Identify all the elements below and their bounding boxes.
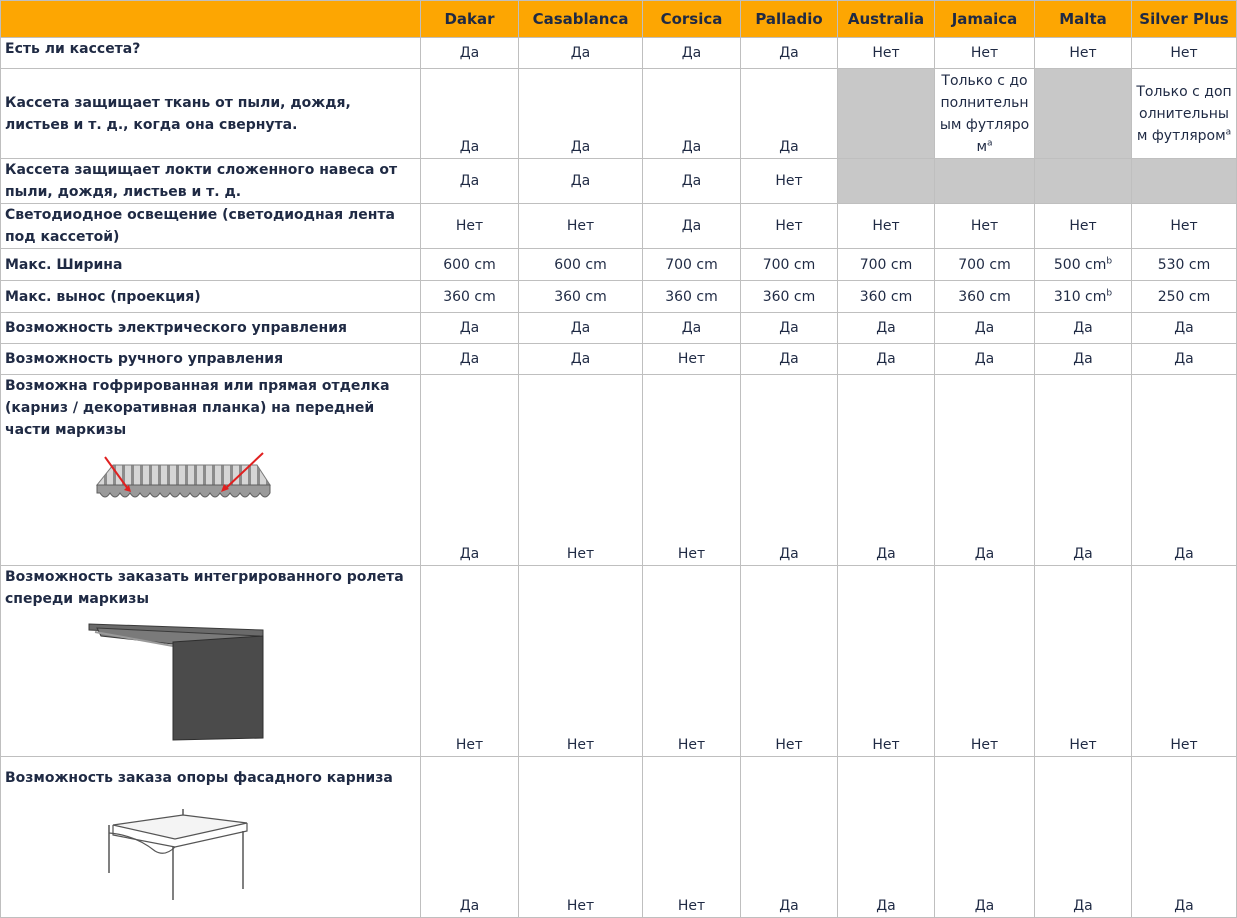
value-cell: Да [519, 159, 643, 204]
feature-label: Есть ли кассета? [1, 38, 421, 69]
value-cell: Да [741, 757, 838, 918]
value-cell: Да [643, 313, 741, 344]
table-row [1, 375, 1237, 566]
footnote-marker: b [1106, 287, 1113, 298]
value-cell: Да [838, 375, 935, 566]
value-cell: Нет [935, 204, 1035, 249]
value-cell: Нет [1132, 38, 1237, 69]
value-cell: Да [935, 344, 1035, 375]
value-cell: Да [1035, 344, 1132, 375]
value-cell: 360 cm [643, 281, 741, 313]
value-cell: Да [1132, 757, 1237, 918]
feature-label: Кассета защищает ткань от пыли, дождя, листьев и т. д., когда она свернута. [1, 69, 421, 159]
feature-label-with-illustration [1, 566, 421, 757]
col-header-silver-plus: Silver Plus [1132, 1, 1237, 38]
value-cell: Нет [838, 204, 935, 249]
value-cell: Да [1132, 375, 1237, 566]
value-cell: Да [421, 344, 519, 375]
table-row [1, 38, 1237, 69]
value-cell: Да [741, 38, 838, 69]
value-cell: Да [1132, 313, 1237, 344]
value-cell: Да [838, 344, 935, 375]
value-cell: Да [935, 313, 1035, 344]
na-cell [1035, 69, 1132, 159]
col-header-palladio: Palladio [741, 1, 838, 38]
facade-support-illustration-icon [5, 795, 415, 900]
footnote-marker: b [1106, 255, 1113, 266]
value-cell: 360 cm [519, 281, 643, 313]
col-header-dakar: Dakar [421, 1, 519, 38]
header-row [1, 1, 1237, 38]
na-cell [1035, 159, 1132, 204]
value-cell: Да [421, 313, 519, 344]
value-cell: Да [643, 69, 741, 159]
table-row [1, 281, 1237, 313]
value-cell [1035, 249, 1132, 281]
valance-awning-illustration-icon [5, 447, 415, 527]
table-row [1, 204, 1237, 249]
value-cell: Нет [1035, 204, 1132, 249]
value-cell: Да [421, 38, 519, 69]
value-cell: 700 cm [838, 249, 935, 281]
value-cell: 530 cm [1132, 249, 1237, 281]
value-cell: 600 cm [421, 249, 519, 281]
feature-label-with-illustration [1, 757, 421, 918]
value-cell: Да [421, 69, 519, 159]
value-cell: Да [1035, 375, 1132, 566]
value-cell: Да [643, 159, 741, 204]
value-cell: Да [838, 313, 935, 344]
feature-label: Макс. вынос (проекция) [1, 281, 421, 313]
value-cell: Нет [643, 566, 741, 757]
feature-label: Возможна гофрированная или прямая отделка (карниз / декоративная планка) на передней части маркизы [5, 378, 390, 438]
value-cell: Да [421, 757, 519, 918]
value-cell: Нет [741, 204, 838, 249]
value-cell: Да [741, 69, 838, 159]
feature-label: Возможность ручного управления [1, 344, 421, 375]
value-cell: Да [838, 757, 935, 918]
value-cell: Нет [741, 566, 838, 757]
value-cell: 360 cm [421, 281, 519, 313]
footnote-marker: a [987, 137, 993, 148]
value-cell: 360 cm [741, 281, 838, 313]
feature-label: Кассета защищает локти сложенного навеса от пыли, дождя, листьев и т. д. [1, 159, 421, 204]
na-cell [838, 159, 935, 204]
value-cell: Да [421, 159, 519, 204]
value-cell: Да [643, 204, 741, 249]
note-text: Только с дополнительным футляром [939, 72, 1030, 155]
feature-label-with-illustration [1, 375, 421, 566]
value-cell: Нет [838, 38, 935, 69]
table-row [1, 159, 1237, 204]
value-cell: 700 cm [741, 249, 838, 281]
value-text: 310 cm [1053, 288, 1107, 305]
header-corner [1, 1, 421, 38]
value-cell: Нет [1035, 566, 1132, 757]
value-cell: 360 cm [935, 281, 1035, 313]
value-cell: Нет [935, 38, 1035, 69]
value-cell: Нет [421, 204, 519, 249]
value-cell: Да [741, 375, 838, 566]
value-cell: Нет [1035, 38, 1132, 69]
feature-label: Светодиодное освещение (светодиодная лента под кассетой) [1, 204, 421, 249]
value-cell: 700 cm [935, 249, 1035, 281]
value-cell-note [1132, 69, 1237, 159]
table-row [1, 757, 1237, 918]
footnote-marker: a [1225, 126, 1232, 137]
value-cell: Да [1035, 757, 1132, 918]
value-cell: Нет [643, 375, 741, 566]
value-cell: Нет [838, 566, 935, 757]
value-cell: Да [519, 344, 643, 375]
value-cell: Нет [1132, 204, 1237, 249]
col-header-casablanca: Casablanca [519, 1, 643, 38]
col-header-malta: Malta [1035, 1, 1132, 38]
value-cell: Да [643, 38, 741, 69]
col-header-australia: Australia [838, 1, 935, 38]
value-cell: 600 cm [519, 249, 643, 281]
front-roller-blind-illustration-icon [5, 616, 415, 741]
value-cell: Нет [643, 344, 741, 375]
note-text: Только с дополнительным футляром [1136, 83, 1232, 144]
value-cell: Да [519, 313, 643, 344]
value-cell-note [935, 69, 1035, 159]
value-cell: Нет [643, 757, 741, 918]
feature-label: Возможность электрического управления [1, 313, 421, 344]
value-cell: Да [1132, 344, 1237, 375]
table-row [1, 69, 1237, 159]
table-row [1, 344, 1237, 375]
value-cell: Нет [421, 566, 519, 757]
table-row [1, 313, 1237, 344]
value-cell: 360 cm [838, 281, 935, 313]
feature-label: Возможность заказа опоры фасадного карниза [5, 770, 393, 786]
feature-label: Макс. Ширина [1, 249, 421, 281]
table-row [1, 249, 1237, 281]
value-cell: Нет [935, 566, 1035, 757]
value-text: 500 cm [1053, 256, 1107, 273]
na-cell [838, 69, 935, 159]
table-row [1, 566, 1237, 757]
value-cell: Да [935, 757, 1035, 918]
value-cell: Нет [1132, 566, 1237, 757]
value-cell: Да [1035, 313, 1132, 344]
feature-label: Возможность заказать интегрированного ролета спереди маркизы [5, 569, 404, 607]
value-cell [1035, 281, 1132, 313]
value-cell: 700 cm [643, 249, 741, 281]
value-cell: Нет [519, 204, 643, 249]
value-cell: Да [519, 69, 643, 159]
value-cell: Да [421, 375, 519, 566]
na-cell [935, 159, 1035, 204]
col-header-jamaica: Jamaica [935, 1, 1035, 38]
value-cell: Да [935, 375, 1035, 566]
value-cell: Нет [741, 159, 838, 204]
value-cell: 250 cm [1132, 281, 1237, 313]
col-header-corsica: Corsica [643, 1, 741, 38]
value-cell: Да [741, 313, 838, 344]
value-cell: Да [519, 38, 643, 69]
na-cell [1132, 159, 1237, 204]
value-cell: Нет [519, 757, 643, 918]
value-cell: Нет [519, 375, 643, 566]
value-cell: Нет [519, 566, 643, 757]
value-cell: Да [741, 344, 838, 375]
